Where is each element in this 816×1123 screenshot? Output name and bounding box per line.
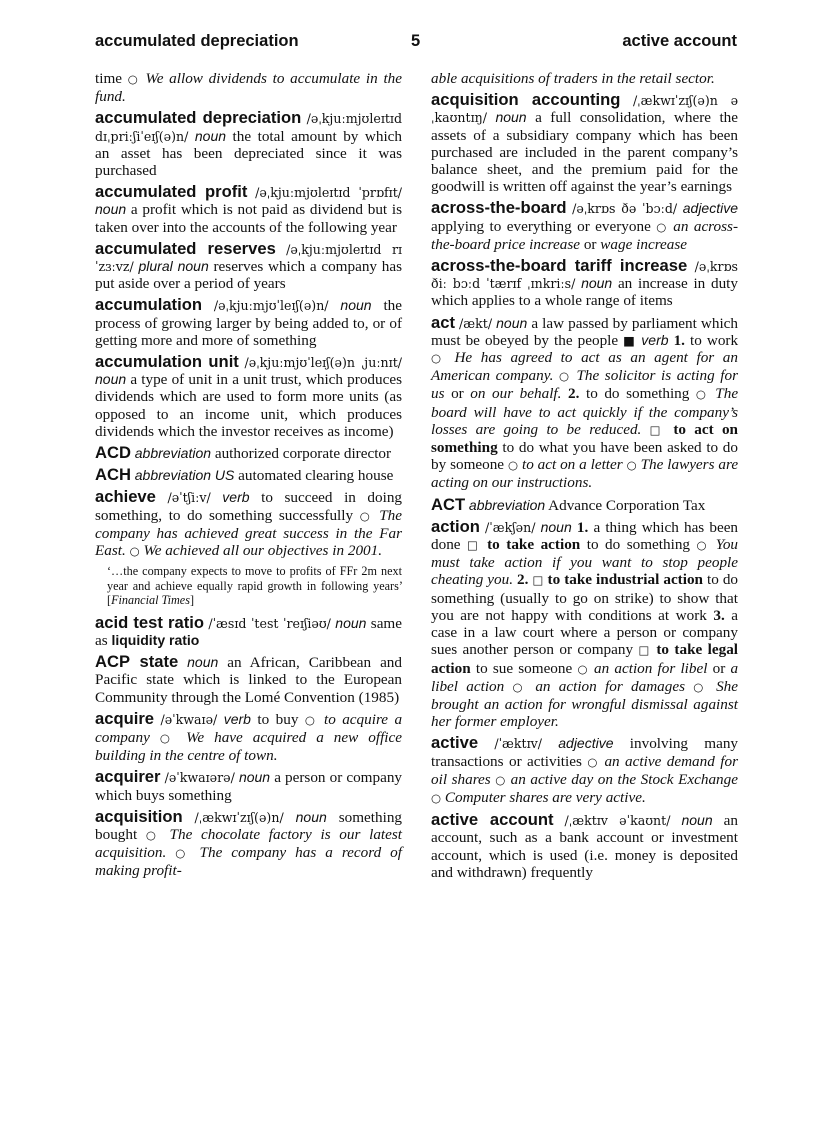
example-circle-icon: ○ bbox=[431, 351, 446, 366]
example-circle-icon: ○ bbox=[145, 828, 161, 843]
example-circle-icon: ○ bbox=[175, 846, 191, 861]
pronunciation: /ˈæktɪv/ bbox=[494, 736, 542, 752]
definition: a thing which has been done bbox=[431, 518, 739, 554]
phrase-square-icon: □ bbox=[638, 643, 651, 658]
pronunciation: /əˌkrɒs ðiː bɔːd ˈtærɪf ˌɪnkriːs/ bbox=[431, 259, 738, 292]
example-circle-icon: ○ bbox=[656, 219, 668, 234]
example: You must take action if you want to stop people cheating you. bbox=[431, 536, 739, 589]
entry-active-account bbox=[431, 811, 738, 881]
pronunciation: /əˈtʃiːv/ bbox=[167, 490, 211, 506]
example: She brought an action for wrongful dismissal against her former employer. bbox=[431, 677, 739, 731]
part-of-speech: noun bbox=[495, 109, 527, 126]
phrase: to take industrial action bbox=[547, 571, 703, 589]
definition-prefix: same as bbox=[95, 614, 402, 649]
headword: accumulated reserves bbox=[95, 238, 276, 258]
example-circle-icon: ○ bbox=[507, 458, 519, 473]
headword: active account bbox=[431, 810, 554, 830]
part-of-speech: adjective bbox=[682, 200, 739, 217]
headword: accumulation bbox=[95, 295, 202, 315]
phrase-square-icon: □ bbox=[467, 538, 481, 553]
right-column bbox=[431, 70, 738, 885]
definition: automated clearing house bbox=[238, 467, 394, 485]
entry-accumulation-unit bbox=[95, 353, 402, 440]
left-guide-word: accumulated depreciation bbox=[95, 32, 299, 50]
example-circle-icon: ○ bbox=[695, 387, 709, 402]
entry-acid-test-ratio bbox=[95, 614, 402, 649]
part-of-speech: abbreviation US bbox=[134, 467, 235, 484]
quote-source: Financial Times bbox=[111, 593, 190, 608]
part-of-speech: noun bbox=[187, 654, 219, 671]
example-circle-icon: ○ bbox=[129, 544, 140, 559]
entry-accumulated-depreciation bbox=[95, 109, 402, 179]
example: The chocolate factory is our latest acquisition. bbox=[95, 826, 403, 862]
entry-continuation bbox=[95, 70, 402, 105]
entry-accumulated-reserves bbox=[95, 240, 402, 293]
headword: acquisition accounting bbox=[431, 90, 621, 110]
pronunciation: /ˌækwɪˈzɪʃ(ə)n əˌkaʊntɪŋ/ bbox=[431, 93, 739, 126]
example: We allow dividends to accumulate in the fund. bbox=[95, 70, 402, 106]
headword: acid test ratio bbox=[95, 612, 204, 632]
entry-act-abbreviation bbox=[431, 496, 738, 514]
pronunciation: /ˈæsɪd ˈtest ˈreɪʃiəʊ/ bbox=[208, 615, 331, 631]
entry-across-the-board bbox=[431, 199, 738, 253]
entry-active bbox=[431, 734, 738, 807]
example: an action for damages bbox=[535, 677, 685, 695]
example: an action for libel bbox=[594, 659, 708, 677]
pronunciation: /ˌækwɪˈzɪʃ(ə)n/ bbox=[194, 809, 284, 825]
part-of-speech: noun bbox=[335, 614, 367, 631]
pronunciation: /ˌæktɪv əˈkaʊnt/ bbox=[564, 813, 671, 829]
phrase-definition: to do something (usually to go on strike) to show that you are not happy with conditions at work bbox=[431, 571, 739, 624]
definition: a case in a law court where a person or company sues another person or company bbox=[431, 606, 739, 659]
entry-acquirer bbox=[95, 768, 402, 803]
definition: an account, such as a bank account or investment account, which is used (i.e. money is deposited and withdrawn) frequently bbox=[431, 812, 738, 881]
headword: acquirer bbox=[95, 767, 161, 787]
headword: acquire bbox=[95, 708, 155, 728]
example: We have acquired a new office building in the centre of town. bbox=[95, 729, 403, 765]
definition: a person or company which buys something bbox=[95, 769, 403, 804]
part-of-speech: verb bbox=[222, 489, 250, 506]
example-circle-icon: ○ bbox=[512, 679, 528, 694]
part-of-speech-square-icon: ■ bbox=[623, 332, 637, 348]
headword: act bbox=[431, 312, 455, 332]
entry-across-the-board-tariff-increase bbox=[431, 257, 738, 310]
example: The solicitor is acting for us bbox=[431, 367, 739, 403]
definition: authorized corporate director bbox=[214, 445, 392, 463]
part-of-speech: noun bbox=[238, 769, 271, 786]
entry-accumulation bbox=[95, 296, 402, 349]
example-circle-icon: ○ bbox=[696, 538, 710, 553]
sense-number: 3. bbox=[713, 606, 725, 624]
headword: action bbox=[431, 516, 480, 536]
example: The company has a record of making profit- bbox=[95, 844, 402, 880]
pronunciation: /əˌkjuːmjʊleɪtɪd rɪˈzɜːvz/ bbox=[95, 241, 403, 275]
definition: Advance Corporation Tax bbox=[548, 496, 706, 514]
example-circle-icon: ○ bbox=[587, 754, 599, 769]
pronunciation: /əˌkjuːmjʊleɪtɪd ˈprɒfɪt/ bbox=[255, 185, 403, 201]
entry-action bbox=[431, 518, 738, 730]
example: The company has achieved great success in the Far East. bbox=[95, 506, 402, 560]
example: He has agreed to act as an agent for an American company. bbox=[431, 349, 738, 385]
entry-acp-state bbox=[95, 653, 402, 706]
entry-acquire bbox=[95, 710, 402, 765]
example: on our behalf. bbox=[470, 385, 562, 403]
pronunciation: /əˈkwaɪərə/ bbox=[164, 770, 235, 786]
continuation-example: able acquisitions of traders in the retail sector. bbox=[431, 70, 715, 87]
headword: ACH bbox=[95, 465, 131, 485]
definition: reserves which a company has put aside over a period of years bbox=[95, 258, 403, 293]
pronunciation: /əˌkjuːmjʊˈleɪʃ(ə)n ˌjuːnɪt/ bbox=[244, 355, 403, 371]
example: an active day on the Stock Exchange bbox=[510, 770, 738, 788]
or-word: or bbox=[583, 235, 597, 253]
entry-acquisition bbox=[95, 808, 402, 880]
definition: a law passed by parliament which must be obeyed by the people bbox=[431, 314, 739, 349]
definition: to succeed in doing something, to do something successfully bbox=[95, 489, 403, 524]
example: The lawyers are acting on our instructions. bbox=[431, 456, 739, 492]
running-header bbox=[95, 30, 737, 54]
citation-quote: ‘…the company expects to move to profits of FFr 2m next year and achieve equally rapid growth in following years’ [Financial Times] bbox=[107, 564, 402, 608]
pronunciation: /ækt/ bbox=[459, 315, 493, 331]
example-circle-icon: ○ bbox=[431, 790, 442, 805]
continuation-text: time bbox=[95, 70, 122, 87]
phrase-definition: to sue someone bbox=[475, 659, 573, 677]
part-of-speech: noun bbox=[95, 201, 127, 218]
definition: something bought bbox=[95, 808, 403, 844]
entry-acd bbox=[95, 444, 402, 462]
page-number: 5 bbox=[411, 32, 421, 50]
example: Computer shares are very active. bbox=[444, 788, 646, 806]
phrase-square-icon: □ bbox=[532, 573, 544, 588]
phrase: to take action bbox=[487, 536, 581, 554]
definition: an African, Caribbean and Pacific state which is linked to the European Community through the Lomé Convention (1985) bbox=[95, 654, 402, 706]
example-circle-icon: ○ bbox=[626, 458, 637, 473]
part-of-speech: adjective bbox=[558, 735, 614, 752]
example: to act on a letter bbox=[521, 456, 623, 474]
sense-number: 1. bbox=[673, 331, 685, 349]
part-of-speech: plural noun bbox=[138, 258, 209, 275]
entry-acquisition-accounting bbox=[431, 91, 738, 195]
or-word: or bbox=[451, 385, 464, 403]
pronunciation: /əˈkwaɪə/ bbox=[160, 711, 218, 727]
part-of-speech: noun bbox=[581, 275, 613, 292]
sense-number: 1. bbox=[576, 518, 589, 536]
example-circle-icon: ○ bbox=[559, 369, 571, 384]
quote-text: ‘…the company expects to move to profits of FFr 2m next year and achieve equally rapid growth in following years’ bbox=[107, 564, 402, 593]
headword: accumulated profit bbox=[95, 182, 248, 202]
phrase: to take legal action bbox=[431, 641, 739, 677]
pronunciation: /əˌkjuːmjʊˈleɪʃ(ə)n/ bbox=[213, 298, 329, 314]
part-of-speech: noun bbox=[681, 812, 713, 829]
cross-reference: liquidity ratio bbox=[111, 631, 200, 648]
definition: to do something bbox=[585, 385, 690, 403]
definition: a type of unit in a unit trust, which produces dividends which are used to form more units (as opposed to an income unit, which produces dividends which the investor receives as income) bbox=[95, 371, 403, 440]
entry-continuation bbox=[431, 70, 738, 87]
entry-achieve bbox=[95, 488, 402, 560]
right-guide-word: active account bbox=[622, 32, 737, 50]
part-of-speech: abbreviation bbox=[468, 496, 546, 513]
entry-ach bbox=[95, 466, 402, 484]
sense-number: 2. bbox=[568, 385, 580, 403]
left-column bbox=[95, 70, 402, 884]
entry-accumulated-profit bbox=[95, 183, 402, 236]
headword: ACD bbox=[95, 443, 131, 463]
headword: ACT bbox=[431, 494, 466, 514]
definition: a full consolidation, where the assets of a subsidiary company which has been purchased are included in the parent company’s balance sheet, and the premium paid for the goodwill is written off against the year’s earnings bbox=[431, 109, 739, 196]
headword: ACP state bbox=[95, 652, 179, 672]
headword: acquisition bbox=[95, 806, 183, 826]
example: The board will have to act quickly if the company’s losses are going to be reduced. bbox=[431, 385, 739, 438]
part-of-speech: noun bbox=[540, 518, 572, 535]
example-circle-icon: ○ bbox=[495, 772, 507, 787]
pronunciation: /əˌkjuːmjʊleɪtɪd dɪˌpriːʃiˈeɪʃ(ə)n/ bbox=[95, 111, 403, 144]
example-circle-icon: ○ bbox=[127, 72, 140, 86]
part-of-speech: verb bbox=[223, 710, 251, 727]
example-circle-icon: ○ bbox=[693, 679, 708, 694]
example-circle-icon: ○ bbox=[304, 712, 318, 727]
part-of-speech: noun bbox=[194, 127, 227, 144]
pronunciation: /əˌkrɒs ðə ˈbɔːd/ bbox=[572, 201, 678, 217]
part-of-speech: abbreviation bbox=[134, 445, 212, 462]
example: an across-the-board price increase bbox=[431, 217, 739, 253]
headword: accumulation unit bbox=[95, 352, 239, 372]
phrase-definition: to do what you have been asked to do by someone bbox=[431, 439, 738, 474]
headword: achieve bbox=[95, 487, 156, 507]
headword: active bbox=[431, 733, 479, 753]
example: an active demand for oil shares bbox=[431, 752, 738, 788]
part-of-speech: verb bbox=[641, 331, 669, 348]
phrase: to act on something bbox=[431, 420, 738, 457]
entry-act bbox=[431, 314, 738, 492]
example-circle-icon: ○ bbox=[359, 508, 373, 523]
example: a libel action bbox=[431, 659, 739, 695]
definition: applying to everything or everyone bbox=[431, 217, 651, 235]
example-circle-icon: ○ bbox=[577, 661, 589, 676]
part-of-speech: noun bbox=[95, 371, 127, 388]
sense-number: 2. bbox=[517, 571, 529, 589]
phrase-square-icon: □ bbox=[649, 422, 666, 437]
headword: across-the-board bbox=[431, 198, 567, 218]
definition: a profit which is not paid as dividend but is taken over into the accounts of the following year bbox=[95, 201, 403, 236]
phrase-definition: to do something bbox=[586, 536, 691, 554]
part-of-speech: noun bbox=[340, 297, 372, 314]
headword: accumulated depreciation bbox=[95, 108, 302, 128]
definition: to buy bbox=[257, 710, 299, 728]
example-circle-icon: ○ bbox=[159, 731, 177, 745]
definition: the total amount by which an asset has been depreciated since it was purchased bbox=[95, 127, 403, 180]
or-word: or bbox=[712, 659, 726, 677]
part-of-speech: noun bbox=[496, 314, 528, 331]
definition: to work bbox=[690, 331, 739, 349]
pronunciation: /ˈækʃən/ bbox=[485, 519, 536, 535]
definition: an increase in duty which applies to a whole range of items bbox=[431, 275, 738, 310]
example: to acquire a company bbox=[95, 710, 403, 746]
example: wage increase bbox=[600, 235, 688, 253]
headword: across-the-board tariff increase bbox=[431, 256, 688, 276]
definition: involving many transactions or activities bbox=[431, 735, 739, 770]
part-of-speech: noun bbox=[295, 808, 327, 825]
definition: the process of growing larger by being added to, or of getting more and more of something bbox=[95, 297, 402, 349]
example: We achieved all our objectives in 2001. bbox=[143, 542, 383, 560]
